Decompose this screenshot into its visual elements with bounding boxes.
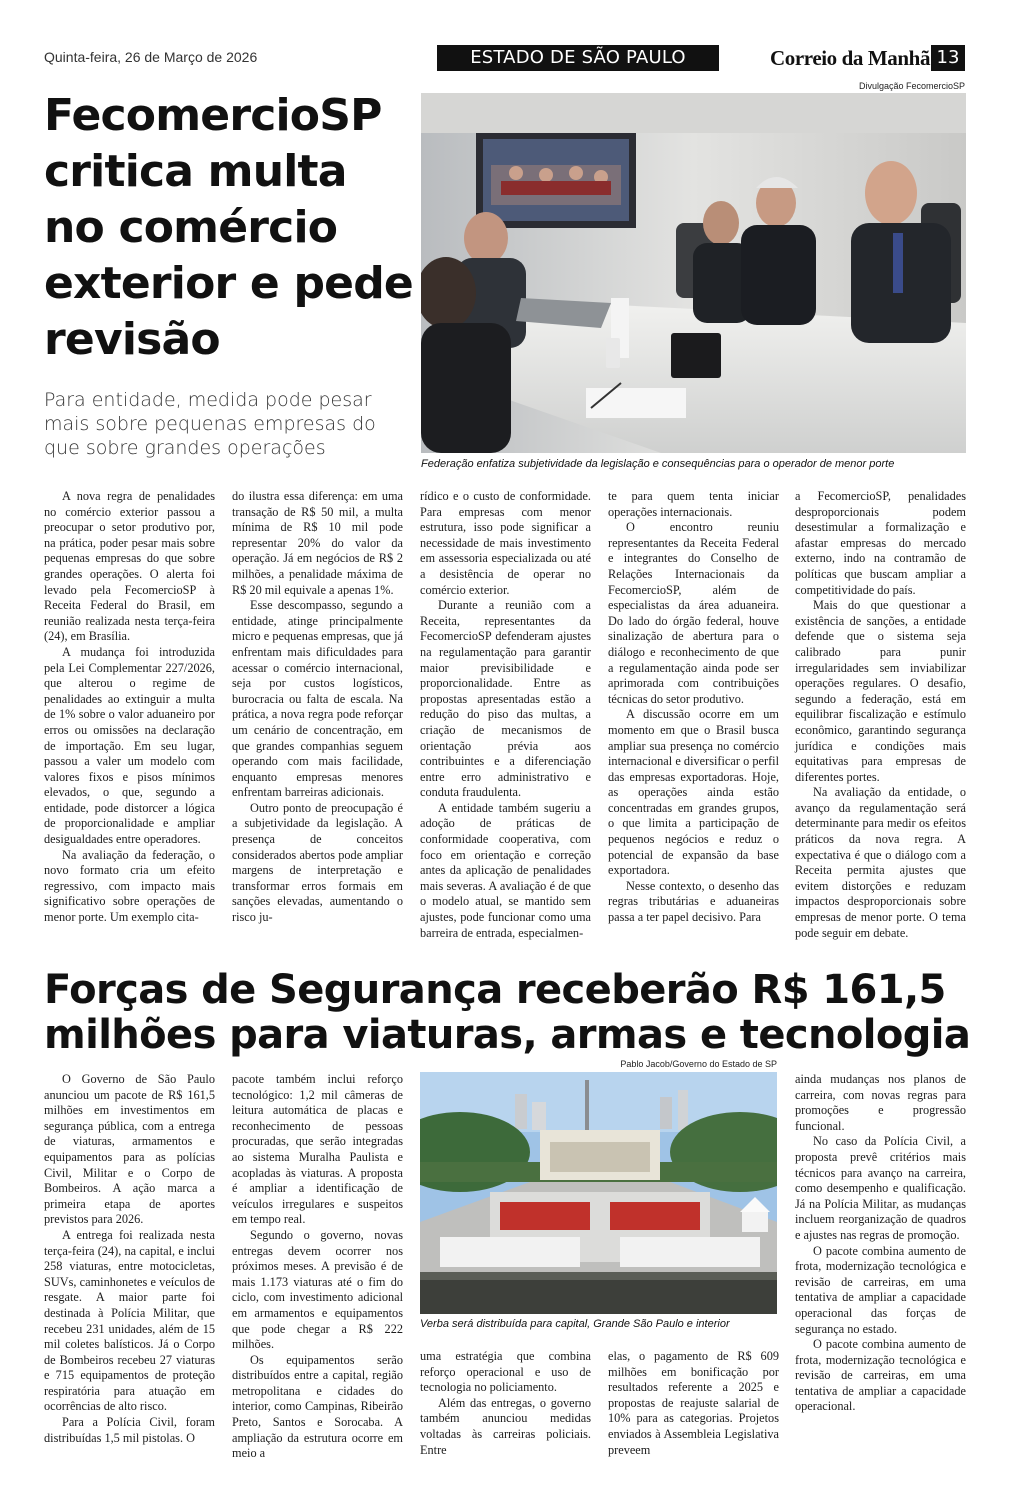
paragraph: No caso da Polícia Civil, a proposta prevê critérios mais técnicos para avanço na carreira, como desempenho e qualificação. Já na Polícia Militar, as mudanças incluem reorganização de quadros e ajustes nas regras de promoção. (795, 1134, 966, 1242)
paragraph: pacote também inclui reforço tecnológico: 1,2 mil câmeras de leitura automática de placas e reconhecimento de pessoas procuradas, que serão integradas ao sistema Muralha Paulista e acopladas às viaturas. A proposta é ampliar a identificação de veículos irregulares e suspeitos em tempo real. (232, 1072, 403, 1227)
article1-column-3 (420, 489, 591, 941)
vehicles-photo-illustration (420, 1072, 777, 1314)
paragraph: a FecomercioSP, penalidades desproporcionais podem desestimular a formalização e afastar empresas do mercado externo, indo na contramão de políticas que buscam ampliar a competitividade do país. (795, 489, 966, 597)
article2-column-3 (420, 1349, 591, 1458)
paragraph: Esse descompasso, segundo a entidade, atinge principalmente micro e pequenas empresas, que já enfrentam mais dificuldades para acessar o comércio internacional, seja por custos logísticos, burocracia ou falta de escala. Na prática, a nova regra pode reforçar um cenário de concentração, em que grandes companhias seguem operando com mais facilidade, enquanto empresas menores enfrentam barreiras adicionais. (232, 598, 403, 800)
paragraph: elas, o pagamento de R$ 609 milhões em bonificação por resultados referente a 2025 e propostas de reajuste salarial de 10% para as categorias. Projetos enviados à Assembleia Legislativa preveem (608, 1349, 779, 1457)
newspaper-brand: Correio da Manhã (770, 46, 931, 70)
section-banner: ESTADO DE SÃO PAULO (437, 45, 719, 71)
header-date: Quinta-feira, 26 de Março de 2026 (44, 49, 258, 65)
article1-dek: Para entidade, medida pode pesar mais sobre pequenas empresas do que sobre grandes operações (44, 389, 376, 459)
paragraph: Para a Polícia Civil, foram distribuídas 1,5 mil pistolas. O (44, 1415, 215, 1445)
page-number-badge: 13 (931, 45, 965, 71)
article2-column-5 (795, 1072, 966, 1415)
paragraph: rídico e o custo de conformidade. Para empresas com menor estrutura, isso pode significar a necessidade de mais investimento em assessoria especializada ou até a desistência de operar no comércio exterior. (420, 489, 591, 597)
paragraph: Durante a reunião com a Receita, representantes da FecomercioSP defenderam ajustes na regulamentação para garantir maior previsibilidade e proporcionalidade. Entre as propostas apresentadas estão a redução do piso das multas, a criação de mecanismos de orientação prévia aos contribuintes e a diferenciação entre erro administrativo e conduta fraudulenta. (420, 598, 591, 800)
paragraph: O pacote combina aumento de frota, modernização tecnológica e revisão de carreiras, em uma tentativa de ampliar a capacidade operacional. (795, 1337, 966, 1414)
article2-column-4 (608, 1349, 779, 1458)
article2-photo-caption: Verba será distribuída para capital, Grande São Paulo e interior (420, 1318, 730, 1330)
paragraph: A discussão ocorre em um momento em que o Brasil busca ampliar sua presença no comércio internacional e diversificar o perfil das empresas exportadoras. Hoje, as operações ainda estão concentradas em grandes grupos, o que limita a participação de pequenos negócios e reduz o potencial de expansão da base exportadora. (608, 707, 779, 878)
paragraph: Nesse contexto, o desenho das regras tributárias e aduaneiras passa a ter papel decisivo. Para (608, 878, 779, 925)
article2-column-2 (232, 1072, 403, 1462)
paragraph: Na avaliação da federação, o novo formato cria um efeito regressivo, com impacto mais significativo sobre operações de menor porte. Um exemplo cita- (44, 847, 215, 925)
paragraph: O pacote combina aumento de frota, modernização tecnológica e revisão de carreiras, em uma tentativa de ampliar a capacidade operacional das forças de segurança no estado. (795, 1243, 966, 1336)
paragraph: Na avaliação da entidade, o avanço da regulamentação será determinante para medir os efeitos práticos da nova regra. A expectativa é que o diálogo com a Receita permita ajustes que evitem distorções e reduzam impactos desproporcionais sobre empresas de menor porte. O tema pode seguir em debate. (795, 785, 966, 940)
article2-column-1 (44, 1072, 215, 1446)
paragraph: do ilustra essa diferença: em uma transação de R$ 50 mil, a multa mínima de R$ 10 mil pode representar 20% do valor da operação. Já em negócios de R$ 2 milhões, a penalidade máxima de R$ 20 mil equivale a apenas 1%. (232, 489, 403, 597)
article1-photo-credit: Divulgação FecomercioSP (858, 81, 965, 91)
article1-photo-caption: Federação enfatiza subjetividade da legislação e consequências para o operador de menor porte (421, 458, 895, 470)
article1-column-2 (232, 489, 403, 926)
article2-headline: Forças de Segurança receberão R$ 161,5 milhões para viaturas, armas e tecnologia (44, 967, 971, 1058)
paragraph: Segundo o governo, novas entregas devem ocorrer nos próximos meses. A previsão é de mais 1.173 viaturas até o fim do ciclo, com investimento adicional em armamentos e equipamentos que pode chegar a R$ 222 milhões. (232, 1227, 403, 1352)
paragraph: uma estratégia que combina reforço operacional e uso de tecnologia no policiamento. (420, 1349, 591, 1395)
meeting-photo (421, 93, 966, 453)
article1-column-4 (608, 489, 779, 926)
vehicles-photo (420, 1072, 777, 1314)
paragraph: ainda mudanças nos planos de carreira, com novas regras para promoções e progressão funcional. (795, 1072, 966, 1133)
article2-photo-credit: Pablo Jacob/Governo do Estado de SP (620, 1059, 777, 1069)
article1-column-1 (44, 489, 215, 926)
paragraph: O encontro reuniu representantes da Receita Federal e integrantes do Conselho de Relações Internacionais da FecomercioSP, além de especialistas da área aduaneira. Do lado do órgão federal, houve sinalização de abertura para o diálogo e reconhecimento de que a regulamentação ainda pode ser aprimorada com contribuições técnicas do setor produtivo. (608, 520, 779, 706)
paragraph: Outro ponto de preocupação é a subjetividade da legislação. A presença de conceitos considerados abertos pode ampliar margens de interpretação e transformar erros formais em sanções elevadas, aumentando o risco ju- (232, 800, 403, 925)
paragraph: te para quem tenta iniciar operações internacionais. (608, 489, 779, 519)
paragraph: A entidade também sugeriu a adoção de práticas de conformidade cooperativa, com foco em orientação e correção antes da aplicação de penalidades mais severas. A avaliação é de que o modelo atual, se mantido sem ajustes, pode funcionar como uma barreira de entrada, especialmen- (420, 800, 591, 940)
article1-headline: FecomercioSP critica multa no comércio exterior e pede revisão (44, 90, 413, 365)
paragraph: A nova regra de penalidades no comércio exterior passou a preocupar o setor produtivo por, na prática, poder pesar mais sobre pequenas empresas do que sobre grandes operações. O alerta foi levado pela FecomercioSP à Receita Federal do Brasil, em reunião realizada nesta terça-feira (24), em Brasília. (44, 489, 215, 644)
paragraph: A mudança foi introduzida pela Lei Complementar 227/2026, que alterou o regime de penalidades ao extinguir a multa de 1% sobre o valor aduaneiro por erros ou omissões na declaração de importação. Em seu lugar, passou a valer um modelo com valores fixos e pisos mínimos elevados, o que, segundo a entidade, pode distorcer a lógica de proporcionalidade e ampliar desigualdades entre operadores. (44, 644, 215, 847)
article1-column-5 (795, 489, 966, 941)
paragraph: Os equipamentos serão distribuídos entre a capital, região metropolitana e cidades do interior, como Campinas, Ribeirão Preto, Santos e Sorocaba. A ampliação da estrutura ocorre em meio a (232, 1352, 403, 1461)
paragraph: O Governo de São Paulo anunciou um pacote de R$ 161,5 milhões em investimentos em segurança pública, com a entrega de viaturas, armamentos e equipamentos para as polícias Civil, Militar e o Corpo de Bombeiros. A ação marca a primeira etapa de aportes previstos para 2026. (44, 1072, 215, 1227)
paragraph: Mais do que questionar a existência de sanções, a entidade defende que o sistema seja calibrado para punir irregularidades sem inviabilizar operações regulares. O desafio, segundo a federação, está em equilibrar fiscalização e estímulo econômico, garantindo segurança jurídica e condições mais equitativas para empresas de diferentes portes. (795, 598, 966, 784)
paragraph: Além das entregas, o governo também anunciou medidas voltadas às carreiras policiais. Entre (420, 1395, 591, 1457)
paragraph: A entrega foi realizada nesta terça-feira (24), na capital, e inclui 258 viaturas, entre motocicletas, SUVs, caminhonetes e veículos de resgate. A maior parte foi destinada à Polícia Militar, que recebeu 231 unidades, além de 15 mil coletes balísticos. Já o Corpo de Bombeiros recebeu 27 viaturas e 715 equipamentos de proteção respiratória para atuação em ocorrências de alto risco. (44, 1227, 215, 1414)
meeting-photo-illustration (421, 93, 966, 453)
